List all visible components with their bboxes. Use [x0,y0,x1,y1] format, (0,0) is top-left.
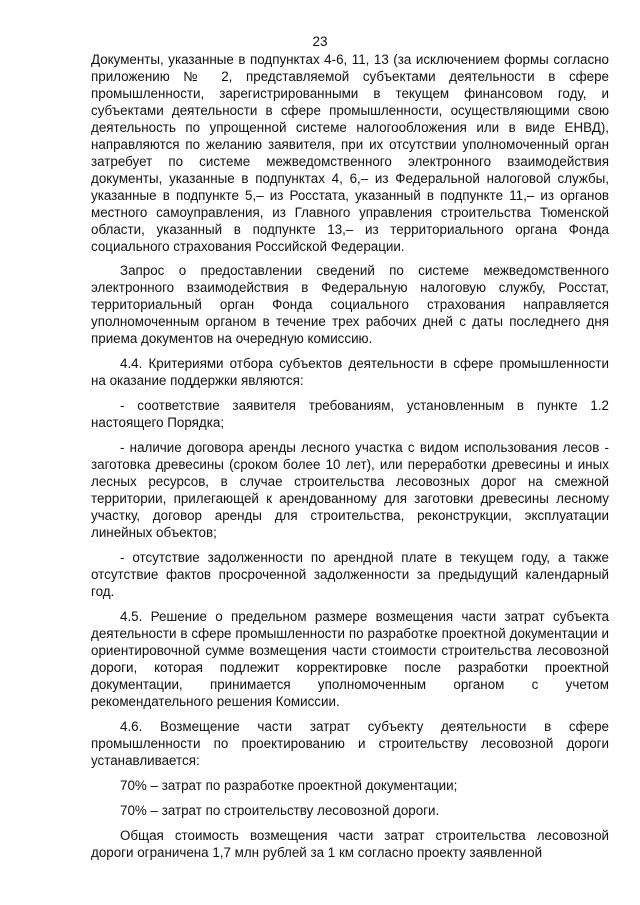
paragraph-70-design: 70% – затрат по разработке проектной документации; [120,778,458,793]
page-number: 23 [312,34,328,49]
paragraph-criterion-1: - соответствие заявителя требованиям, установленным в пункте 1.2 настоящего Порядка; [91,398,609,430]
paragraph-70-construction: 70% – затрат по строительству лесовозной дороги. [120,803,440,818]
paragraph-criterion-3: - отсутствие задолженности по арендной плате в текущем году, а также отсутствие фактов просроченной задолженности за предыдущий календарный год. [91,550,609,599]
paragraph-criterion-2: - наличие договора аренды лесного участка с видом использования лесов - заготовка древесины (сроком более 10 лет), или переработки древесины и иных лесных ресурсов, в случае строительства лесовозных дорог на смежной территории, прилегающей к арендованному для заготовки древесины лесному участку, договор аренды для строительства, реконструкции, эксплуатации линейных объектов; [91,440,609,540]
paragraph-total-cost: Общая стоимость возмещения части затрат строительства лесовозной дороги ограничена 1,7 млн рублей за 1 км согласно проекту заявленной [91,828,609,860]
document-body [91,51,609,869]
paragraph-4-4: 4.4. Критериями отбора субъектов деятельности в сфере промышленности на оказание поддержки являются: [91,356,609,388]
paragraph-request: Запрос о предоставлении сведений по системе межведомственного электронного взаимодействия в Федеральную налоговую службу, Росстат, территориальный орган Фонда социального страхования направляется уполномоченным органом в течение трех рабочих дней с даты последнего дня приема документов на очередную комиссию. [91,263,609,346]
paragraph-documents: Документы, указанные в подпунктах 4-6, 11, 13 (за исключением формы согласно приложению № 2, представляемой субъектами деятельности в сфере промышленности, зарегистрированными в текущем финансовом году, и субъектами деятельности в сфере промышленности, осуществляющими свою деятельность по упрощенной системе налогообложения или в виде ЕНВД), направляются по желанию заявителя, при их отсутствии уполномоченный орган затребует по системе межведомственного электронного взаимодействия документы, указанные в подпунктах 4, 6,– из Федеральной налоговой службы, указанные в подпункте 5,– из Росстата, указанный в подпункте 11,– из органов местного самоуправления, из Главного управления строительства Тюменской области, указанный в подпункте 13,– из территориального органа Фонда социального страхования Российской Федерации. [91,52,609,254]
paragraph-4-5: 4.5. Решение о предельном размере возмещения части затрат субъекта деятельности в сфере промышленности по разработке проектной документации и ориентировочной сумме возмещения части стоимости строительства лесовозной дороги, которая подлежит корректировке после разработки проектной документации, принимается уполномоченным органом с учетом рекомендательного решения Комиссии. [91,609,609,709]
paragraph-4-6: 4.6. Возмещение части затрат субъекту деятельности в сфере промышленности по проектированию и строительству лесовозной дороги устанавливается: [91,719,609,768]
